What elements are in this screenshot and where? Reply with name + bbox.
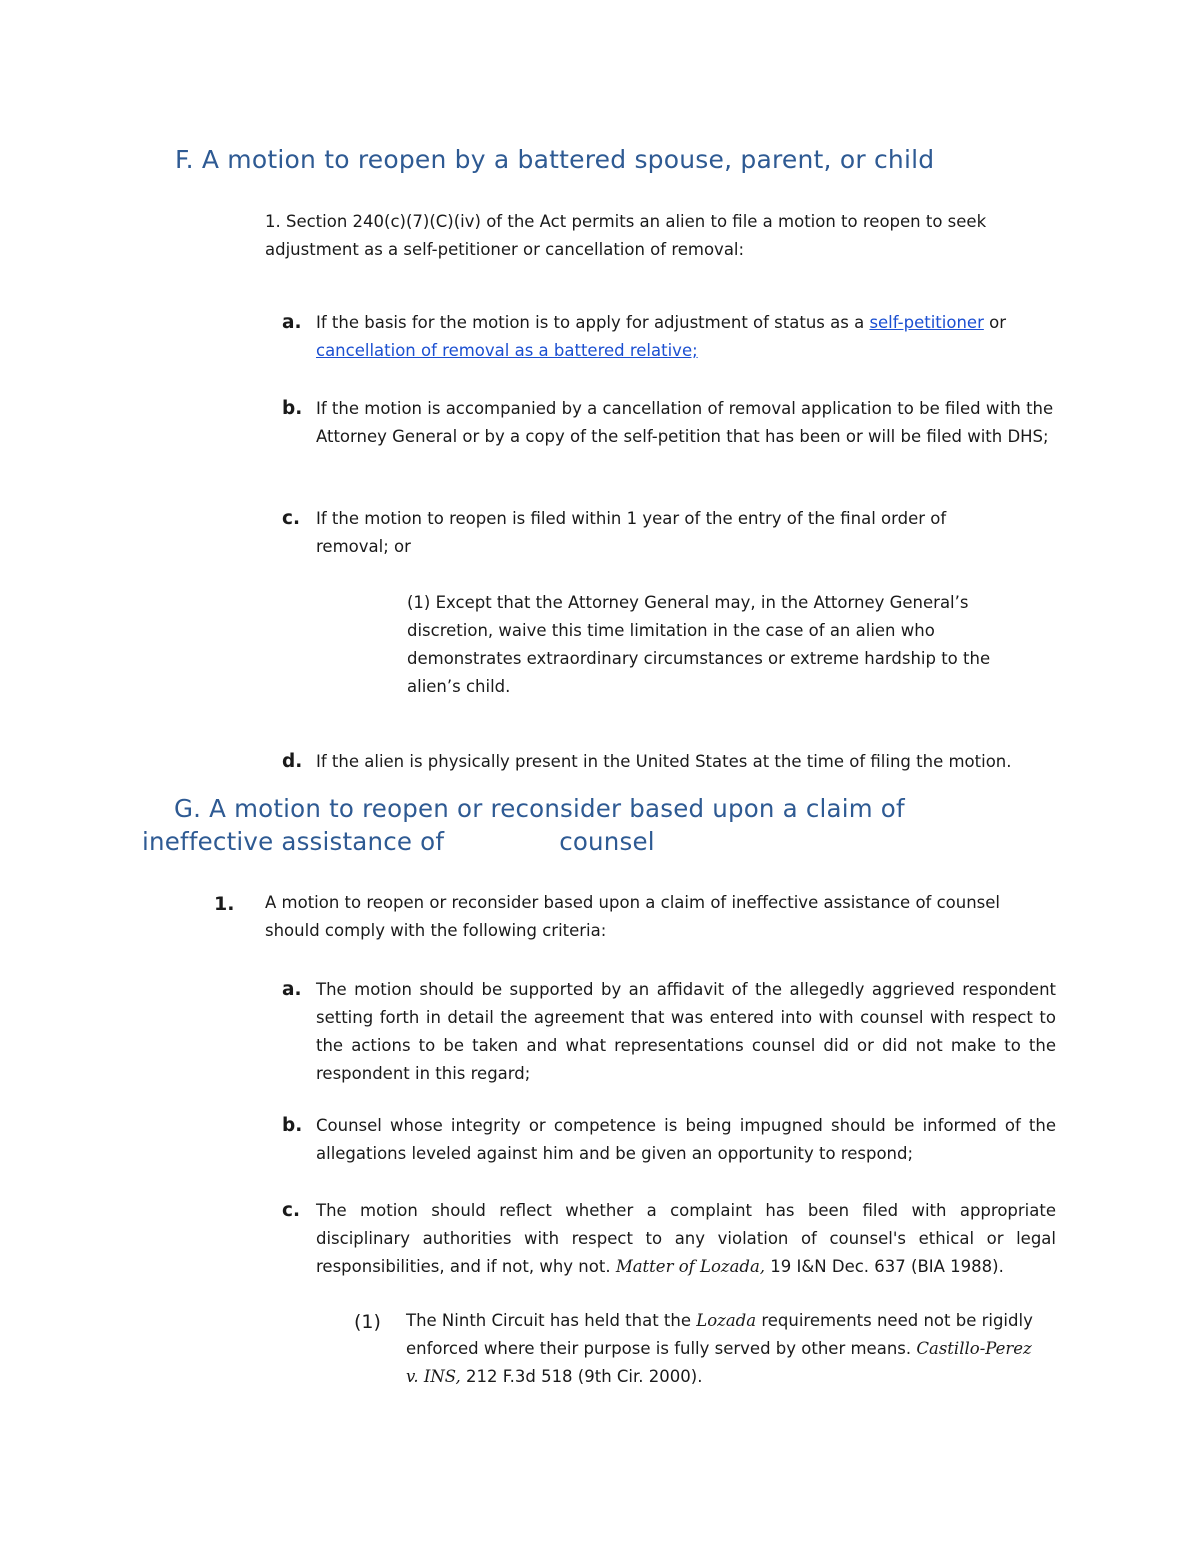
item-marker: c. [282, 1200, 300, 1221]
item-marker: a. [282, 312, 302, 333]
item-marker: d. [282, 751, 303, 772]
sub-item-text-part: requirements need not be rigidly enforced where their purpose is fully served by other means. [406, 1311, 1033, 1358]
citation-text: 19 I&N Dec. 637 (BIA 1988). [765, 1257, 1004, 1276]
heading-part: counsel [559, 827, 655, 856]
item-text-part: If the basis for the motion is to apply for adjustment of status as a [316, 313, 870, 332]
self-petitioner-link[interactable]: self-petitioner [869, 313, 984, 332]
item-marker: a. [282, 979, 302, 1000]
item-text-part: The motion should reflect whether a complaint has been filed with appropriate disciplinary authorities with respect to any violation of counsel's ethical or legal responsibilities, and if not, why not. [316, 1201, 1056, 1276]
sub-item-text-part: The Ninth Circuit has held that the [406, 1311, 697, 1330]
item-marker: c. [282, 508, 300, 529]
section-g-heading-line2 [142, 825, 655, 858]
section-f-sub-item: (1) Except that the Attorney General may, in the Attorney General’s discretion, waive this time limitation in the case of an alien who demonstrates extraordinary circumstances or extreme hardship to the alien’s child. [407, 593, 991, 696]
case-citation-lozada: Matter of Lozada, [615, 1257, 766, 1276]
item-text: The motion should be supported by an affidavit of the allegedly aggrieved respondent setting forth in detail the agreement that was entered into with counsel with respect to the actions to be taken and what representations counsel did or did not make to the respondent in this regard; [316, 980, 1056, 1083]
item-text-part: or [983, 313, 1006, 332]
case-word-lozada: Lozada [696, 1311, 757, 1330]
item-text: If the motion is accompanied by a cancellation of removal application to be filed with the Attorney General or by a copy of the self-petition that has been or will be filed with DHS; [316, 399, 1054, 446]
section-f-heading: F. A motion to reopen by a battered spouse, parent, or child [175, 145, 935, 174]
item-marker: b. [282, 398, 303, 419]
heading-part: ineffective assistance of [142, 827, 445, 856]
section-f-intro: 1. Section 240(c)(7)(C)(iv) of the Act permits an alien to file a motion to reopen to seek adjustment as a self-petitioner or cancellation of removal: [265, 212, 987, 259]
sub-item-marker: (1) [354, 1311, 381, 1333]
point-text: A motion to reopen or reconsider based upon a claim of ineffective assistance of counsel should comply with the following criteria: [265, 893, 1001, 940]
item-text: If the motion to reopen is filed within 1 year of the entry of the final order of removal; or [316, 509, 947, 556]
citation-text: 212 F.3d 518 (9th Cir. 2000). [460, 1367, 703, 1386]
item-text [316, 1197, 1056, 1281]
case-citation-castillo-perez: Castillo-Perez v. INS, [406, 1339, 1032, 1386]
point-marker: 1. [214, 893, 235, 915]
cancellation-of-removal-link[interactable]: cancellation of removal as a battered relative; [316, 341, 698, 360]
item-marker: b. [282, 1115, 303, 1136]
section-g-heading-line1: G. A motion to reopen or reconsider based upon a claim of [174, 794, 905, 823]
item-text [316, 309, 1056, 365]
item-text: If the alien is physically present in the United States at the time of filing the motion. [316, 752, 1012, 771]
sub-item-text [406, 1307, 1036, 1391]
item-text: Counsel whose integrity or competence is being impugned should be informed of the allegations leveled against him and be given an opportunity to respond; [316, 1116, 1056, 1163]
